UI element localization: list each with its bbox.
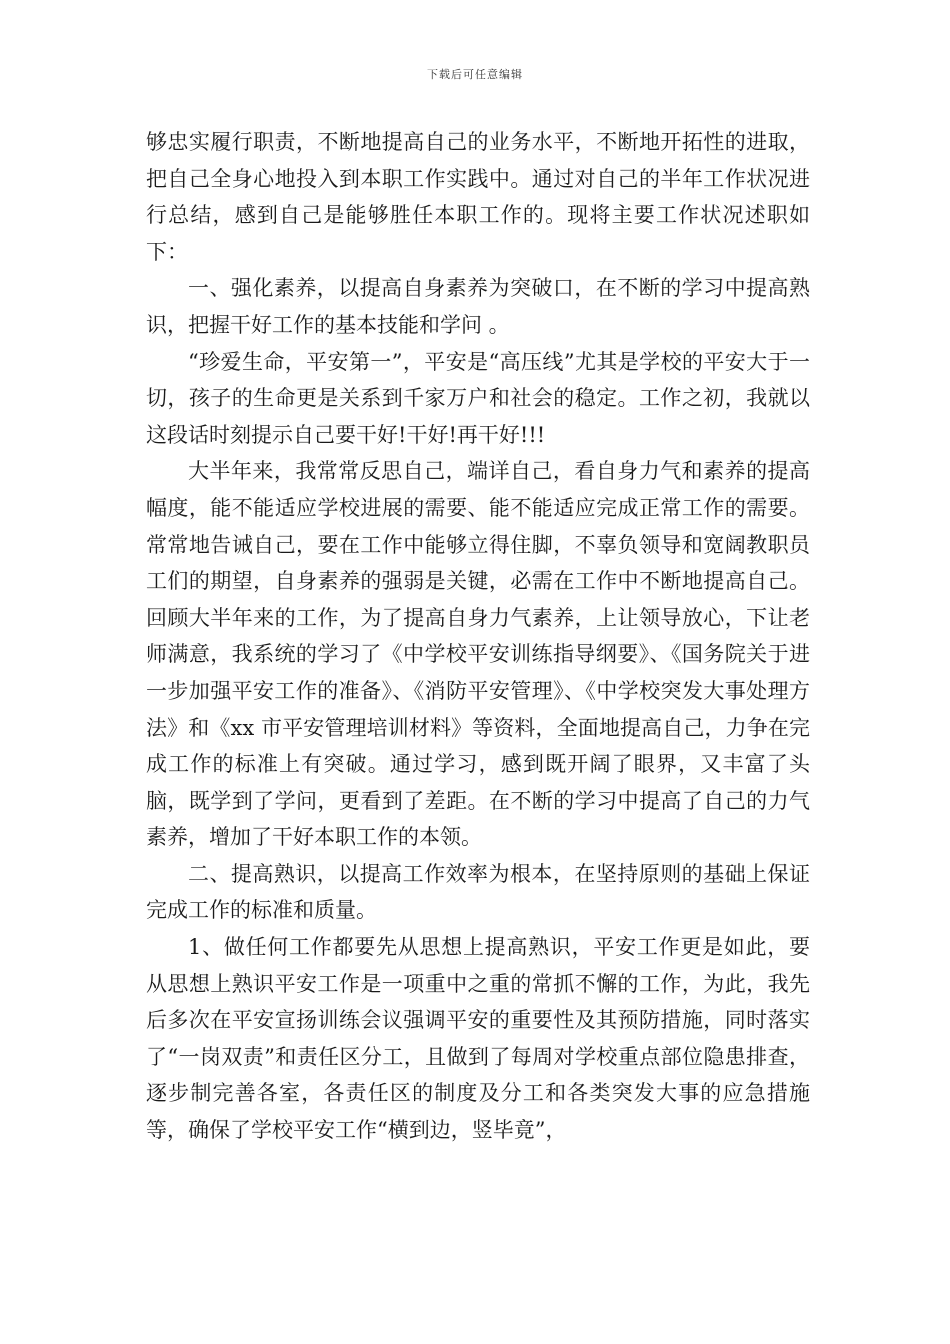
paragraph-section-two-heading: 二、提高熟识，以提高工作效率为根本，在坚持原则的基础上保证完成工作的标准和质量。 [146, 861, 810, 923]
paragraph-self-reflection: 大半年来，我常常反思自己，端详自己，看自身力气和素养的提高幅度，能不能适应学校进展的需要、能不能适应完成正常工作的需要。常常地告诫自己，要在工作中能够立得住脚，不辜负领导和宽阔教职员工们的期望，自身素养的强弱是关键，必需在工作中不断地提高自己。回顾大半年来的工作，为了提高自身力气素养，上让领导放心，下让老师满意，我系统的学习了《中学校平安训练指导纲要》、《国务院关于进一步加强平安工作的准备》、《消防平安管理》、《中学校突发大事处理方法》和《xx 市平安管理培训材料》等资料，全面地提高自己，力争在完成工作的标准上有突破。通过学习，感到既开阔了眼界，又丰富了头脑，既学到了学问，更看到了差距。在不断的学习中提高了自己的力气素养，增加了干好本职工作的本领。 [146, 459, 810, 850]
document-body [146, 124, 810, 1149]
paragraph-intro: 够忠实履行职责，不断地提高自己的业务水平，不断地开拓性的进取，把自己全身心地投入到本职工作实践中。通过对自己的半年工作状况进行总结，感到自己是能够胜任本职工作的。现将主要工作状况述职如下： [146, 130, 810, 264]
paragraph-safety-motto: “珍爱生命，平安第一”，平安是“高压线”尤其是学校的平安大于一切，孩子的生命更是关系到千家万户和社会的稳定。工作之初，我就以这段话时刻提示自己要干好!干好!再干好!!! [146, 349, 810, 447]
paragraph-section-one-heading: 一、强化素养，以提高自身素养为突破口，在不断的学习中提高熟识，把握干好工作的基本技能和学问 。 [146, 276, 810, 337]
paragraph-item-one: 1、做任何工作都要先从思想上提高熟识，平安工作更是如此，要从思想上熟识平安工作是一项重中之重的常抓不懈的工作，为此，我先后多次在平安宣扬训练会议强调平安的重要性及其预防措施，同时落实了“一岗双责”和责任区分工，且做到了每周对学校重点部位隐患排查，逐步制完善各室，各责任区的制度及分工和各类突发大事的应急措施等，确保了学校平安工作“横到边，竖毕竟”， [146, 935, 810, 1143]
page-header: 下载后可任意编辑 [427, 68, 523, 81]
